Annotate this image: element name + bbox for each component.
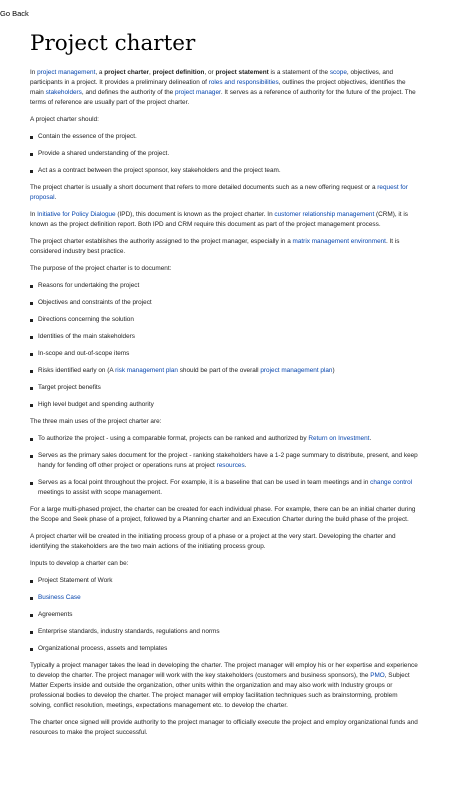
should-list <box>30 132 420 176</box>
list-item: Objectives and constraints of the project <box>30 298 420 308</box>
list-item <box>30 593 420 603</box>
link-matrix-management[interactable]: matrix management environment <box>292 238 386 245</box>
purpose-list <box>30 281 420 410</box>
text: The project charter establishes the authority assigned to the project manager, especially in a <box>30 238 293 245</box>
go-back-link[interactable]: Go Back <box>0 9 29 18</box>
text: Serves as a focal point throughout the project. For example, it is a baseline that can be used in team meetings and in <box>38 479 371 486</box>
text: To authorize the project - using a comparable format, projects can be ranked and authorized by <box>38 435 309 442</box>
inputs-lead: Inputs to develop a charter can be: <box>30 560 129 567</box>
list-item: Enterprise standards, industry standards, regulations and norms <box>30 627 420 637</box>
text: ) <box>332 367 335 374</box>
text: meetings to assist with scope management. <box>38 489 162 496</box>
text: In <box>30 69 38 76</box>
text: , objectives, and participants in a project. It provides a preliminary delineation of <box>30 69 394 86</box>
list-item: Project Statement of Work <box>30 576 420 586</box>
uses-list <box>30 434 420 498</box>
text: (CRM), it is known as the project definition report. Both IPD and CRM require this document as part of the project management process. <box>30 211 408 228</box>
link-project-manager[interactable]: project manager <box>174 89 221 96</box>
list-item <box>30 434 420 444</box>
link-project-management[interactable]: project management <box>37 69 96 76</box>
link-risk-management-plan[interactable]: risk management plan <box>115 367 178 374</box>
list-item <box>30 478 420 498</box>
text: (IPD), this document is known as the project charter. In <box>115 211 275 218</box>
text: , and defines the authority of the <box>81 89 175 96</box>
list-item: Provide a shared understanding of the project. <box>30 149 420 159</box>
link-change-control[interactable]: change control <box>370 479 413 486</box>
term-project-statement: project statement <box>215 69 269 76</box>
purpose-lead: The purpose of the project charter is to document: <box>30 265 172 272</box>
link-resources[interactable]: resources <box>216 462 245 469</box>
inputs-list <box>30 576 420 654</box>
list-item: Contain the essence of the project. <box>30 132 420 142</box>
list-item: Act as a contract between the project sponsor, key stakeholders and the project team. <box>30 166 420 176</box>
link-initiative-for-policy-dialogue[interactable]: Initiative for Policy Dialogue <box>37 211 116 218</box>
term-project-charter: project charter <box>104 69 150 76</box>
link-roles-and-responsibilities[interactable]: roles and responsibilities <box>208 79 279 86</box>
text: . <box>244 462 247 469</box>
text: Risks identified early on (A <box>38 367 116 374</box>
list-item: Identities of the main stakeholders <box>30 332 420 342</box>
text: , Subject Matter Experts inside and outside the organization, other units within the organization and may also work with Industry groups or professional bodies to develop the charter. The project manager will employ facilitation techniques such as brainstorming, problem solving, conflict resolution, meetings, expectations management etc. to develop the charter. <box>30 672 410 709</box>
text: . <box>54 194 57 201</box>
list-item: Directions concerning the solution <box>30 315 420 325</box>
multi-phase-paragraph: For a large multi-phased project, the charter can be created for each individual phase. For example, there can be an initial charter during the Scope and Seek phase of a project, followed by a Planning charter and an Execution Charter during the build phase of the project. <box>30 506 416 523</box>
text: . <box>369 435 372 442</box>
list-item: In-scope and out-of-scope items <box>30 349 420 359</box>
initiating-paragraph: A project charter will be created in the initiating process group of a phase or a project at the very start. Developing the charter and identifying the stakeholders are the two main actions of the initiating process group. <box>30 533 396 550</box>
link-pmo[interactable]: PMO <box>370 672 385 679</box>
text: In <box>30 211 38 218</box>
text: The project charter is usually a short document that refers to more detailed documents such as a new offering request or a <box>30 184 378 191</box>
short-document-paragraph <box>30 183 420 203</box>
link-scope[interactable]: scope <box>329 69 347 76</box>
text: , outlines the project objectives, identifies the main <box>30 79 406 96</box>
uses-lead: The three main uses of the project charter are: <box>30 418 162 425</box>
link-business-case[interactable]: Business Case <box>38 594 81 601</box>
list-item <box>30 451 420 471</box>
link-stakeholders[interactable]: stakeholders <box>45 89 82 96</box>
list-item: Organizational process, assets and templates <box>30 644 420 654</box>
list-item: High level budget and spending authority <box>30 400 420 410</box>
intro-paragraph <box>30 68 420 108</box>
text: , or <box>204 69 216 76</box>
link-return-on-investment[interactable]: Return on Investment <box>308 435 370 442</box>
term-project-definition: project definition <box>152 69 205 76</box>
text: , a <box>95 69 105 76</box>
text: Serves as the primary sales document for the project - ranking stakeholders have a 1-2 page summary to distribute, present, and keep handy for fending off other project or operations runs at project <box>38 452 418 469</box>
text: Typically a project manager takes the lead in developing the charter. The project manager will employ his or her expertise and experience to develop the charter. The project manager will work with the key stakeholders (customers and business sponsors), the <box>30 662 418 679</box>
list-item: Agreements <box>30 610 420 620</box>
text: . It is considered industry best practice. <box>30 238 400 255</box>
should-lead: A project charter should: <box>30 116 99 123</box>
list-item: Reasons for undertaking the project <box>30 281 420 291</box>
develop-paragraph <box>30 661 420 711</box>
link-project-management-plan[interactable]: project management plan <box>260 367 333 374</box>
ipd-paragraph <box>30 210 420 230</box>
list-item <box>30 366 420 376</box>
signed-paragraph: The charter once signed will provide authority to the project manager to officially execute the project and employ organizational funds and resources to make the project successful. <box>30 719 418 736</box>
text: should be part of the overall <box>177 367 261 374</box>
text: , <box>149 69 153 76</box>
link-customer-relationship-management[interactable]: customer relationship management <box>274 211 375 218</box>
link-request-for-proposal[interactable]: request for proposal <box>30 184 408 201</box>
page-title: Project charter <box>30 31 196 56</box>
authority-paragraph <box>30 237 420 257</box>
article-body <box>30 68 420 745</box>
text: . It serves as a reference of authority for the future of the project. The terms of reference are usually part of the project charter. <box>30 89 416 106</box>
text: is a statement of the <box>268 69 330 76</box>
list-item: Target project benefits <box>30 383 420 393</box>
